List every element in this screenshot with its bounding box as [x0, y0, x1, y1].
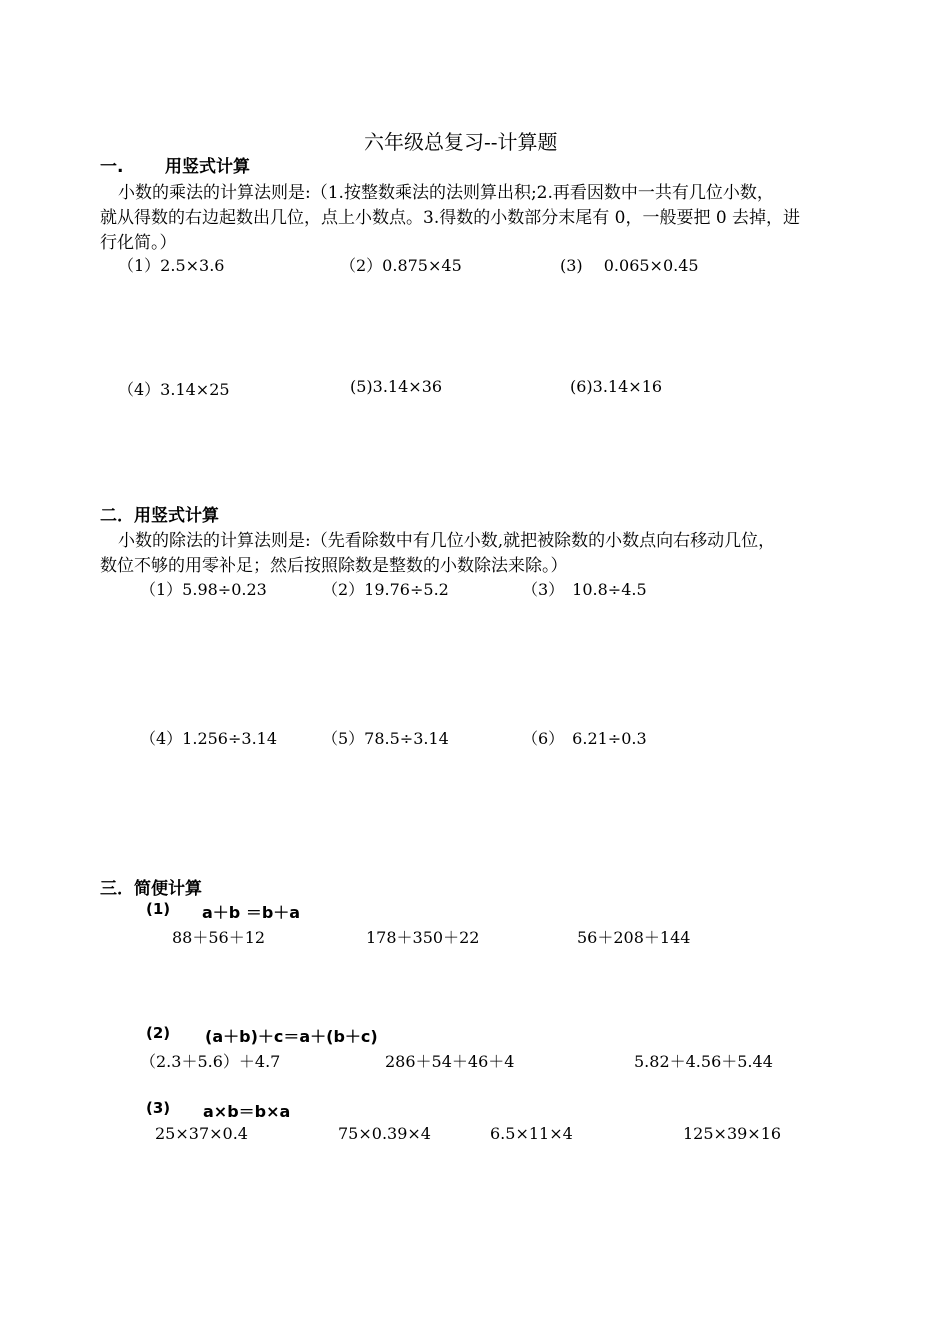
problem-3-3-2: 75×0.39×4: [338, 1124, 431, 1143]
problem-1-5: (5)3.14×36: [350, 377, 443, 396]
problem-1-4: （4）3.14×25: [118, 380, 230, 399]
problem-3-1-3: 56＋208＋144: [577, 928, 691, 947]
page-title: 六年级总复习--计算题: [364, 130, 558, 154]
problem-2-5: （5）78.5÷3.14: [322, 729, 449, 748]
problem-1-1: （1）2.5×3.6: [118, 256, 225, 275]
section-2-heading: 二．用竖式计算: [100, 506, 219, 526]
problem-2-2: （2）19.76÷5.2: [322, 580, 449, 599]
law-1-number: (1): [146, 900, 171, 918]
problem-3-3-3: 6.5×11×4: [490, 1124, 573, 1143]
law-2-number: (2): [146, 1024, 171, 1042]
problem-3-3-4: 125×39×16: [683, 1124, 782, 1143]
problem-1-3: (3) 0.065×0.45: [560, 256, 699, 275]
section-1-rule-line-2: 就从得数的右边起数出几位，点上小数点。3.得数的小数部分末尾有 0，一般要把 0 去掉，进: [100, 208, 801, 228]
section-1-heading: 用竖式计算: [165, 157, 250, 177]
problem-3-1-2: 178＋350＋22: [366, 928, 480, 947]
problem-1-6: (6)3.14×16: [570, 377, 663, 396]
law-1-formula: a＋b ＝b＋a: [202, 903, 301, 922]
law-3-formula: a×b＝b×a: [203, 1102, 291, 1121]
problem-2-4: （4）1.256÷3.14: [140, 729, 278, 748]
problem-3-2-3: 5.82＋4.56＋5.44: [634, 1052, 773, 1071]
section-1-rule-line-1: 小数的乘法的计算法则是:（1.按整数乘法的法则算出积;2.再看因数中一共有几位小数，: [118, 183, 774, 203]
problem-2-1: （1）5.98÷0.23: [140, 580, 267, 599]
section-1-rule-line-3: 行化简。）: [100, 233, 177, 253]
problem-1-2: （2）0.875×45: [340, 256, 462, 275]
section-2-rule-line-2: 数位不够的用零补足；然后按照除数是整数的小数除法来除。）: [100, 556, 568, 576]
problem-3-1-1: 88＋56＋12: [172, 928, 266, 947]
problem-3-3-1: 25×37×0.4: [155, 1124, 248, 1143]
section-2-rule-line-1: 小数的除法的计算法则是:（先看除数中有几位小数,就把被除数的小数点向右移动几位，: [118, 531, 776, 551]
problem-2-6: （6） 6.21÷0.3: [522, 729, 647, 748]
law-3-number: (3): [146, 1099, 171, 1117]
problem-2-3: （3） 10.8÷4.5: [522, 580, 647, 599]
problem-3-2-2: 286＋54＋46＋4: [385, 1052, 515, 1071]
problem-3-2-1: （2.3＋5.6）＋4.7: [140, 1052, 281, 1071]
section-3-heading: 三．简便计算: [100, 879, 202, 899]
law-2-formula: (a＋b)＋c＝a＋(b＋c): [205, 1027, 378, 1046]
section-1-number: 一.: [100, 157, 124, 177]
